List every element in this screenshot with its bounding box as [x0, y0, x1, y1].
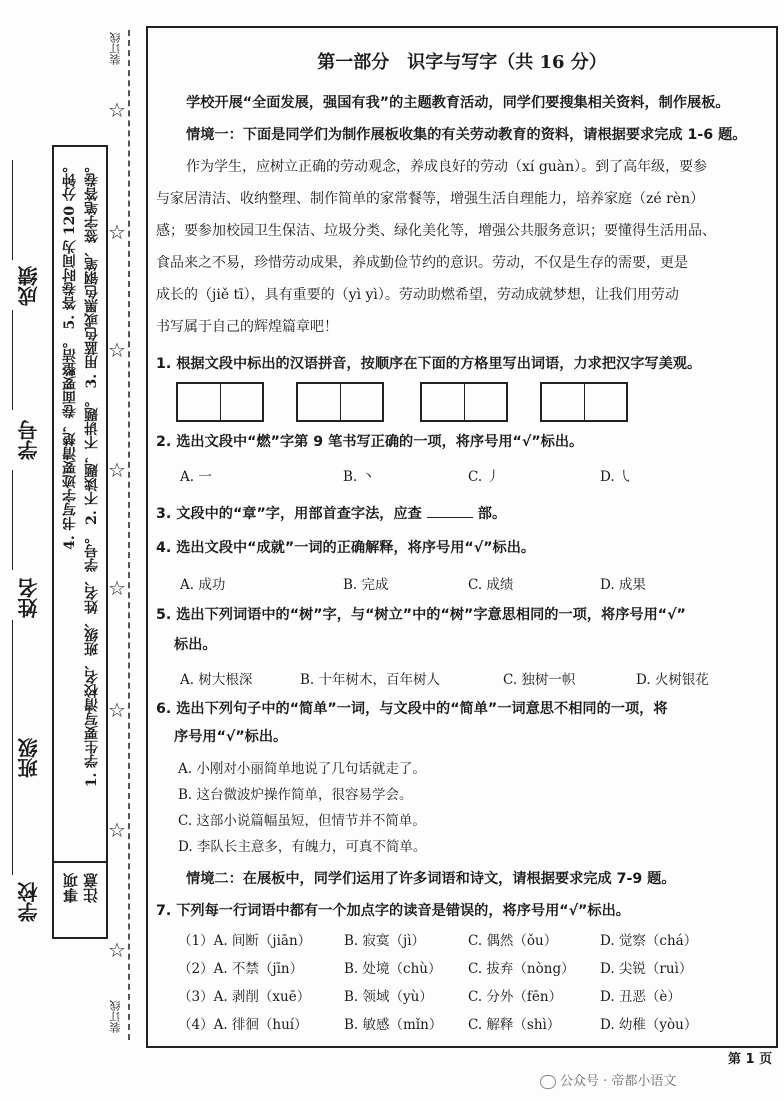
q6-option-c[interactable]: C. 这部小说篇幅虽短，但情节并不简单。	[178, 813, 426, 829]
binding-line	[128, 30, 130, 1040]
passage-line: 食品来之不易，珍惜劳动成果，养成勤俭节约的意识。劳动，不仅是生存的需要，更是	[156, 255, 688, 271]
q2-option-b[interactable]: B. 丶	[343, 469, 376, 485]
notice-box	[52, 145, 108, 939]
answer-grid-1[interactable]	[176, 382, 264, 422]
star-icon: ☆	[108, 938, 126, 962]
watermark	[540, 1070, 676, 1089]
question-2: 2. 选出文段中“燃”字第 9 笔书写正确的一项，将序号用“√”标出。	[156, 434, 584, 450]
q4-option-b[interactable]: B. 完成	[343, 577, 389, 593]
q7-row3-a[interactable]: （3）A. 剥削（xuē）	[178, 989, 311, 1005]
q6-option-b[interactable]: B. 这台微波炉操作简单，很容易学会。	[178, 787, 413, 803]
q7-row2-c[interactable]: C. 拔弃（nòng）	[468, 961, 575, 977]
star-icon: ☆	[108, 220, 126, 244]
q7-row3-c[interactable]: C. 分外（fēn）	[468, 989, 563, 1005]
q7-row4-a[interactable]: （4）A. 徘徊（huí）	[178, 1017, 308, 1033]
field-score-label: 成绩	[17, 266, 41, 306]
binding-label-bottom: 装订线	[109, 1000, 122, 1033]
binding-margin	[0, 0, 140, 1060]
star-icon: ☆	[108, 338, 126, 362]
q3-blank[interactable]	[427, 505, 473, 518]
star-icon: ☆	[108, 98, 126, 122]
field-school-label: 学校	[17, 882, 41, 922]
star-icon: ☆	[108, 698, 126, 722]
q7-row1-d[interactable]: D. 觉察（chá）	[600, 933, 698, 949]
q5-option-c[interactable]: C. 独树一帜	[503, 672, 576, 688]
question-5-cont: 标出。	[174, 637, 217, 653]
field-class-line[interactable]	[12, 620, 13, 875]
q7-row4-d[interactable]: D. 幼稚（yòu）	[600, 1017, 698, 1033]
q4-option-d[interactable]: D. 成果	[600, 577, 646, 593]
q7-row1-b[interactable]: B. 寂寞（jì）	[344, 933, 426, 949]
notice-title-2: 事项	[62, 873, 80, 903]
q4-option-c[interactable]: C. 成绩	[468, 577, 514, 593]
star-icon: ☆	[108, 818, 126, 842]
q6-option-d[interactable]: D. 李队长主意多，有魄力，可真不简单。	[178, 839, 427, 855]
q7-row2-a[interactable]: （2）A. 不禁（jīn）	[178, 961, 304, 977]
notice-line-1: 1. 学生要写清校名、班级、姓名、学号。 2. 不读题，不讲题。 3. 用蓝色或黑色钢笔、签字笔答卷。	[84, 159, 100, 788]
q5-option-a[interactable]: A. 树大根深	[180, 672, 253, 688]
answer-grid-3[interactable]	[420, 382, 508, 422]
field-name-label: 姓名	[17, 578, 41, 618]
q2-option-c[interactable]: C. 丿	[468, 469, 500, 485]
field-id-label: 学号	[17, 420, 41, 460]
q3-text-end: 部。	[477, 506, 507, 522]
q2-option-d[interactable]: D. ㇂	[600, 469, 633, 485]
situation-one: 情境一：下面是同学们为制作展板收集的有关劳动教育的资料，请根据要求完成 1-6 题。	[186, 127, 747, 143]
star-icon: ☆	[108, 458, 126, 482]
notice-title-1: 注意	[82, 873, 100, 903]
q7-row2-d[interactable]: D. 尖锐（ruì）	[600, 961, 693, 977]
star-icon: ☆	[108, 576, 126, 600]
answer-grid-2[interactable]	[296, 382, 384, 422]
field-id-line[interactable]	[12, 310, 13, 410]
q7-row2-b[interactable]: B. 处境（chù）	[344, 961, 442, 977]
question-6-cont: 序号用“√”标出。	[174, 729, 288, 745]
notice-header	[54, 861, 106, 937]
page-number: 第 1 页	[728, 1052, 773, 1067]
field-class-label: 班级	[17, 738, 41, 778]
watermark-text: 公众号 · 帝都小语文	[560, 1074, 677, 1089]
intro-text: 学校开展“全面发展，强国有我”的主题教育活动，同学们要搜集相关资料，制作展板。	[186, 95, 730, 111]
q7-row3-d[interactable]: D. 丑恶（è）	[600, 989, 681, 1005]
question-4: 4. 选出文段中“成就”一词的正确解释，将序号用“√”标出。	[156, 540, 536, 556]
wechat-icon	[540, 1075, 556, 1089]
field-name-line[interactable]	[12, 470, 13, 570]
q7-row4-b[interactable]: B. 敏感（mǐn）	[344, 1017, 443, 1033]
q6-option-a[interactable]: A. 小刚对小丽简单地说了几句话就走了。	[178, 761, 426, 777]
q5-option-d[interactable]: D. 火树银花	[636, 672, 709, 688]
field-score-line[interactable]	[12, 160, 13, 260]
q7-row4-c[interactable]: C. 解释（shì）	[468, 1017, 561, 1033]
passage-line: 成长的（jiě tī），具有重要的（yì yì）。劳动助燃希望，劳动成就梦想，让我们用劳动	[156, 287, 679, 303]
binding-label-top: 装订线	[109, 32, 122, 65]
passage-line: 作为学生，应树立正确的劳动观念，养成良好的劳动（xí guàn）。到了高年级，要参	[186, 159, 708, 175]
question-6: 6. 选出下列句子中的“简单”一词，与文段中的“简单”一词意思不相同的一项，将	[156, 701, 668, 717]
q5-option-b[interactable]: B. 十年树木，百年树人	[300, 672, 441, 688]
q7-row3-b[interactable]: B. 领域（yù）	[344, 989, 433, 1005]
passage-line: 书写属于自己的辉煌篇章吧！	[156, 319, 338, 335]
answer-grid-4[interactable]	[540, 382, 628, 422]
q7-row1-a[interactable]: （1）A. 间断（jiān）	[178, 933, 312, 949]
q7-row1-c[interactable]: C. 偶然（ǒu）	[468, 933, 558, 949]
question-7: 7. 下列每一行词语中都有一个加点字的读音是错误的，将序号用“√”标出。	[156, 903, 630, 919]
notice-line-2: 4. 书写字迹要清楚，卷面要整洁。 5. 答卷时间为 120 分钟。	[62, 159, 78, 550]
passage-line: 感；要参加校园卫生保洁、垃圾分类、绿化美化等，增强公共服务意识；要懂得生活用品、	[156, 223, 716, 239]
passage-line: 与家居清洁、收纳整理、制作简单的家常餐等，增强生活自理能力，培养家庭（zé rèn）	[156, 191, 705, 207]
q3-text: 3. 文段中的“章”字，用部首查字法，应查	[156, 506, 422, 522]
section-title: 第一部分 识字与写字（共 16 分）	[317, 52, 607, 73]
situation-two: 情境二：在展板中，同学们运用了许多词语和诗文，请根据要求完成 7-9 题。	[186, 871, 676, 887]
q4-option-a[interactable]: A. 成功	[180, 577, 226, 593]
exam-paper	[146, 26, 778, 1048]
question-3	[156, 503, 768, 523]
question-5: 5. 选出下列词语中的“树”字，与“树立”中的“树”字意思相同的一项，将序号用“√”	[156, 607, 686, 623]
question-1: 1. 根据文段中标出的汉语拼音，按顺序在下面的方格里写出词语，力求把汉字写美观。	[156, 356, 702, 372]
q2-option-a[interactable]: A. 一	[180, 469, 212, 485]
